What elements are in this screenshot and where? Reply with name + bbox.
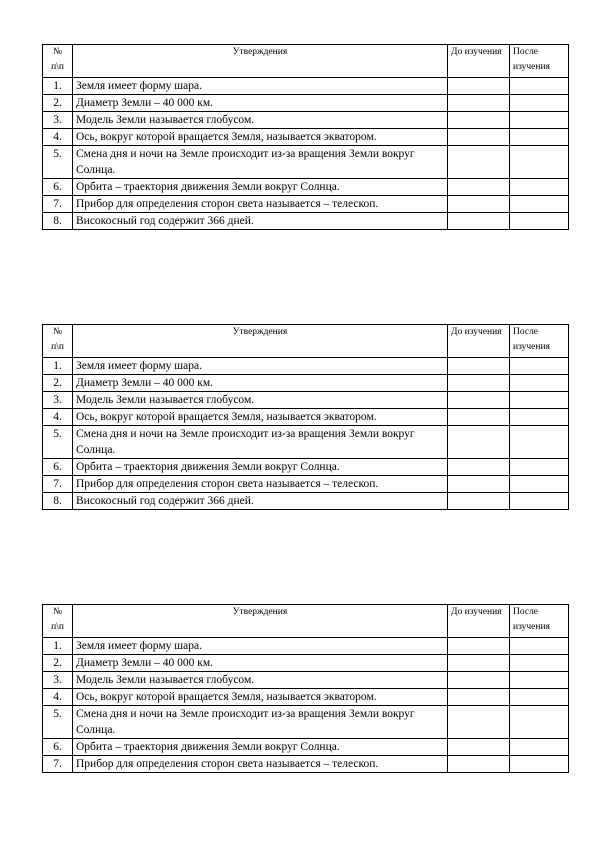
table-row — [43, 358, 569, 375]
before-cell[interactable] — [448, 375, 510, 392]
row-statement: Модель Земли называется глобусом. — [73, 672, 448, 689]
header-row — [43, 605, 569, 638]
row-number: 1. — [43, 638, 73, 655]
after-cell[interactable] — [510, 756, 569, 773]
after-cell[interactable] — [510, 213, 569, 230]
before-cell[interactable] — [448, 476, 510, 493]
row-number: 8. — [43, 493, 73, 510]
row-statement: Високосный год содержит 366 дней. — [73, 493, 448, 510]
row-statement: Модель Земли называется глобусом. — [73, 392, 448, 409]
table-row — [43, 493, 569, 510]
row-number: 6. — [43, 459, 73, 476]
row-number: 7. — [43, 196, 73, 213]
table-row — [43, 638, 569, 655]
after-cell[interactable] — [510, 689, 569, 706]
after-cell[interactable] — [510, 655, 569, 672]
row-statement: Орбита – траектория движения Земли вокруг Солнца. — [73, 459, 448, 476]
before-cell[interactable] — [448, 459, 510, 476]
row-statement: Прибор для определения сторон света называется – телескоп. — [73, 476, 448, 493]
row-number: 6. — [43, 739, 73, 756]
after-cell[interactable] — [510, 392, 569, 409]
after-cell[interactable] — [510, 146, 569, 179]
survey-table-2 — [42, 324, 569, 510]
header-row — [43, 45, 569, 78]
table-row — [43, 392, 569, 409]
table-row — [43, 476, 569, 493]
after-cell[interactable] — [510, 493, 569, 510]
row-statement: Диаметр Земли – 40 000 км. — [73, 95, 448, 112]
header-number: № п\п — [43, 605, 73, 638]
before-cell[interactable] — [448, 706, 510, 739]
after-cell[interactable] — [510, 95, 569, 112]
before-cell[interactable] — [448, 672, 510, 689]
survey-table-1 — [42, 44, 569, 230]
row-number: 5. — [43, 426, 73, 459]
before-cell[interactable] — [448, 689, 510, 706]
before-cell[interactable] — [448, 95, 510, 112]
row-statement: Земля имеет форму шара. — [73, 358, 448, 375]
table-row — [43, 129, 569, 146]
table-row — [43, 689, 569, 706]
after-cell[interactable] — [510, 638, 569, 655]
table-row — [43, 375, 569, 392]
table-row — [43, 78, 569, 95]
row-number: 2. — [43, 655, 73, 672]
row-number: 7. — [43, 476, 73, 493]
row-statement: Ось, вокруг которой вращается Земля, называется экватором. — [73, 409, 448, 426]
after-cell[interactable] — [510, 706, 569, 739]
row-statement: Смена дня и ночи на Земле происходит из-за вращения Земли вокруг Солнца. — [73, 706, 448, 739]
row-statement: Земля имеет форму шара. — [73, 638, 448, 655]
row-number: 2. — [43, 95, 73, 112]
header-number: № п\п — [43, 325, 73, 358]
header-statements: Утверждения — [73, 325, 448, 358]
before-cell[interactable] — [448, 756, 510, 773]
row-number: 4. — [43, 689, 73, 706]
row-statement: Ось, вокруг которой вращается Земля, называется экватором. — [73, 689, 448, 706]
header-after-study: После изучения — [510, 605, 569, 638]
before-cell[interactable] — [448, 78, 510, 95]
before-cell[interactable] — [448, 638, 510, 655]
after-cell[interactable] — [510, 358, 569, 375]
table-row — [43, 655, 569, 672]
after-cell[interactable] — [510, 129, 569, 146]
header-number: № п\п — [43, 45, 73, 78]
before-cell[interactable] — [448, 112, 510, 129]
row-number: 1. — [43, 78, 73, 95]
row-statement: Прибор для определения сторон света называется – телескоп. — [73, 756, 448, 773]
row-statement: Орбита – траектория движения Земли вокруг Солнца. — [73, 179, 448, 196]
survey-table-3 — [42, 604, 569, 773]
row-statement: Модель Земли называется глобусом. — [73, 112, 448, 129]
row-number: 1. — [43, 358, 73, 375]
row-statement: Смена дня и ночи на Земле происходит из-за вращения Земли вокруг Солнца. — [73, 146, 448, 179]
after-cell[interactable] — [510, 409, 569, 426]
row-statement: Ось, вокруг которой вращается Земля, называется экватором. — [73, 129, 448, 146]
row-number: 3. — [43, 392, 73, 409]
before-cell[interactable] — [448, 179, 510, 196]
table-row — [43, 213, 569, 230]
table-row — [43, 739, 569, 756]
after-cell[interactable] — [510, 179, 569, 196]
row-number: 3. — [43, 112, 73, 129]
row-number: 6. — [43, 179, 73, 196]
header-statements: Утверждения — [73, 45, 448, 78]
before-cell[interactable] — [448, 213, 510, 230]
row-statement: Прибор для определения сторон света называется – телескоп. — [73, 196, 448, 213]
after-cell[interactable] — [510, 459, 569, 476]
header-after-study: После изучения — [510, 325, 569, 358]
before-cell[interactable] — [448, 196, 510, 213]
row-number: 5. — [43, 706, 73, 739]
table-row — [43, 672, 569, 689]
row-number: 4. — [43, 129, 73, 146]
header-before-study: До изучения — [448, 605, 510, 638]
table-row — [43, 179, 569, 196]
before-cell[interactable] — [448, 426, 510, 459]
before-cell[interactable] — [448, 146, 510, 179]
after-cell[interactable] — [510, 426, 569, 459]
row-number: 3. — [43, 672, 73, 689]
before-cell[interactable] — [448, 358, 510, 375]
before-cell[interactable] — [448, 392, 510, 409]
table-row — [43, 756, 569, 773]
after-cell[interactable] — [510, 375, 569, 392]
table-row — [43, 459, 569, 476]
row-number: 5. — [43, 146, 73, 179]
header-before-study: До изучения — [448, 325, 510, 358]
after-cell[interactable] — [510, 196, 569, 213]
after-cell[interactable] — [510, 78, 569, 95]
table-row — [43, 706, 569, 739]
header-statements: Утверждения — [73, 605, 448, 638]
before-cell[interactable] — [448, 655, 510, 672]
after-cell[interactable] — [510, 672, 569, 689]
row-statement: Земля имеет форму шара. — [73, 78, 448, 95]
after-cell[interactable] — [510, 476, 569, 493]
row-number: 8. — [43, 213, 73, 230]
row-number: 7. — [43, 756, 73, 773]
before-cell[interactable] — [448, 739, 510, 756]
table-row — [43, 95, 569, 112]
table-row — [43, 409, 569, 426]
before-cell[interactable] — [448, 493, 510, 510]
row-number: 2. — [43, 375, 73, 392]
row-statement: Диаметр Земли – 40 000 км. — [73, 655, 448, 672]
before-cell[interactable] — [448, 409, 510, 426]
row-statement: Диаметр Земли – 40 000 км. — [73, 375, 448, 392]
row-statement: Смена дня и ночи на Земле происходит из-за вращения Земли вокруг Солнца. — [73, 426, 448, 459]
row-number: 4. — [43, 409, 73, 426]
header-before-study: До изучения — [448, 45, 510, 78]
row-statement: Орбита – траектория движения Земли вокруг Солнца. — [73, 739, 448, 756]
table-row — [43, 146, 569, 179]
header-after-study: После изучения — [510, 45, 569, 78]
after-cell[interactable] — [510, 112, 569, 129]
before-cell[interactable] — [448, 129, 510, 146]
row-statement: Високосный год содержит 366 дней. — [73, 213, 448, 230]
table-row — [43, 196, 569, 213]
header-row — [43, 325, 569, 358]
after-cell[interactable] — [510, 739, 569, 756]
table-row — [43, 426, 569, 459]
table-row — [43, 112, 569, 129]
